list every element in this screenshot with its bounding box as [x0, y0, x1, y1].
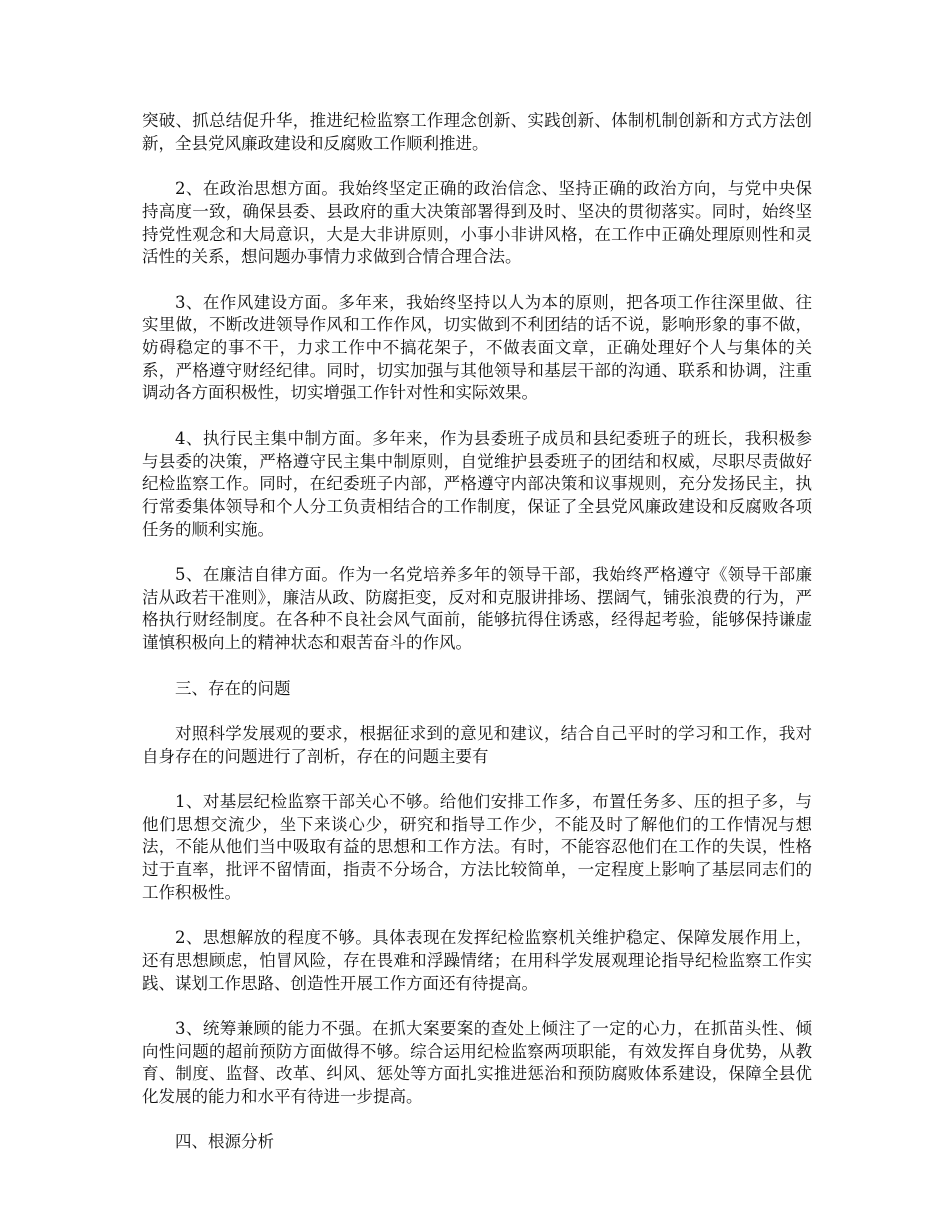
paragraph: 4、执行民主集中制方面。多年来，作为县委班子成员和县纪委班子的班长，我积极参与县委的决策，严格遵守民主集中制原则，自觉维护县委班子的团结和权威，尽职尽责做好纪检监察工作。同时，在纪委班子内部，严格遵守内部决策和议事规则，充分发扬民主，执行常委集体领导和个人分工负责相结合的工作制度，保证了全县党风廉政建设和反腐败各项任务的顺利实施。	[142, 428, 812, 539]
paragraph: 5、在廉洁自律方面。作为一名党培养多年的领导干部，我始终严格遵守《领导干部廉洁从政若干准则》，廉洁从政、防腐拒变，反对和克服讲排场、摆阔气，铺张浪费的行为，严格执行财经制度。在各种不良社会风气面前，能够抗得住诱惑，经得起考验，能够保持谦虚谨慎积极向上的精神状态和艰苦奋斗的作风。	[142, 565, 812, 653]
paragraph: 三、存在的问题	[175, 678, 291, 698]
paragraph: 四、根源分析	[175, 1132, 274, 1152]
paragraph: 1、对基层纪检监察干部关心不够。给他们安排工作多，布置任务多、压的担子多，与他们思想交流少，坐下来谈心少，研究和指导工作少，不能及时了解他们的工作情况与想法，不能从他们当中吸取有益的思想和工作方法。有时，不能容忍他们在工作的失误，性格过于直率，批评不留情面，指责不分场合，方法比较简单，一定程度上影响了基层同志们的工作积极性。	[142, 791, 812, 902]
paragraph: 突破、抓总结促升华，推进纪检监察工作理念创新、实践创新、体制机制创新和方式方法创新，全县党风廉政建设和反腐败工作顺利推进。	[142, 111, 812, 153]
paragraph: 3、统筹兼顾的能力不强。在抓大案要案的查处上倾注了一定的心力，在抓苗头性、倾向性问题的超前预防方面做得不够。综合运用纪检监察两项职能，有效发挥自身优势，从教育、制度、监督、改革、纠风、惩处等方面扎实推进惩治和预防腐败体系建设，保障全县优化发展的能力和水平有待进一步提高。	[142, 1018, 812, 1107]
paragraph: 2、思想解放的程度不够。具体表现在发挥纪检监察机关维护稳定、保障发展作用上，还有思想顾虑，怕冒风险，存在畏难和浮躁情绪；在用科学发展观理论指导纪检监察工作实践、谋划工作思路、创造性开展工作方面还有待提高。	[142, 928, 812, 993]
paragraph: 2、在政治思想方面。我始终坚定正确的政治信念、坚持正确的政治方向，与党中央保持高度一致，确保县委、县政府的重大决策部署得到及时、坚决的贯彻落实。同时，始终坚持党性观念和大局意识，大是大非讲原则，小事小非讲风格，在工作中正确处理原则性和灵活性的关系，想问题办事情力求做到合情合理合法。	[142, 179, 812, 267]
document-body	[142, 110, 812, 1177]
paragraph: 对照科学发展观的要求，根据征求到的意见和建议，结合自己平时的学习和工作，我对自身存在的问题进行了剖析，存在的问题主要有	[142, 723, 812, 766]
paragraph: 3、在作风建设方面。多年来，我始终坚持以人为本的原则，把各项工作往深里做、往实里做，不断改进领导作风和工作作风，切实做到不利团结的话不说，影响形象的事不做，妨碍稳定的事不干，力求工作中不搞花架子，不做表面文章，正确处理好个人与集体的关系，严格遵守财经纪律。同时，切实加强与其他领导和基层干部的沟通、联系和协调，注重调动各方面积极性，切实增强工作针对性和实际效果。	[142, 292, 812, 403]
